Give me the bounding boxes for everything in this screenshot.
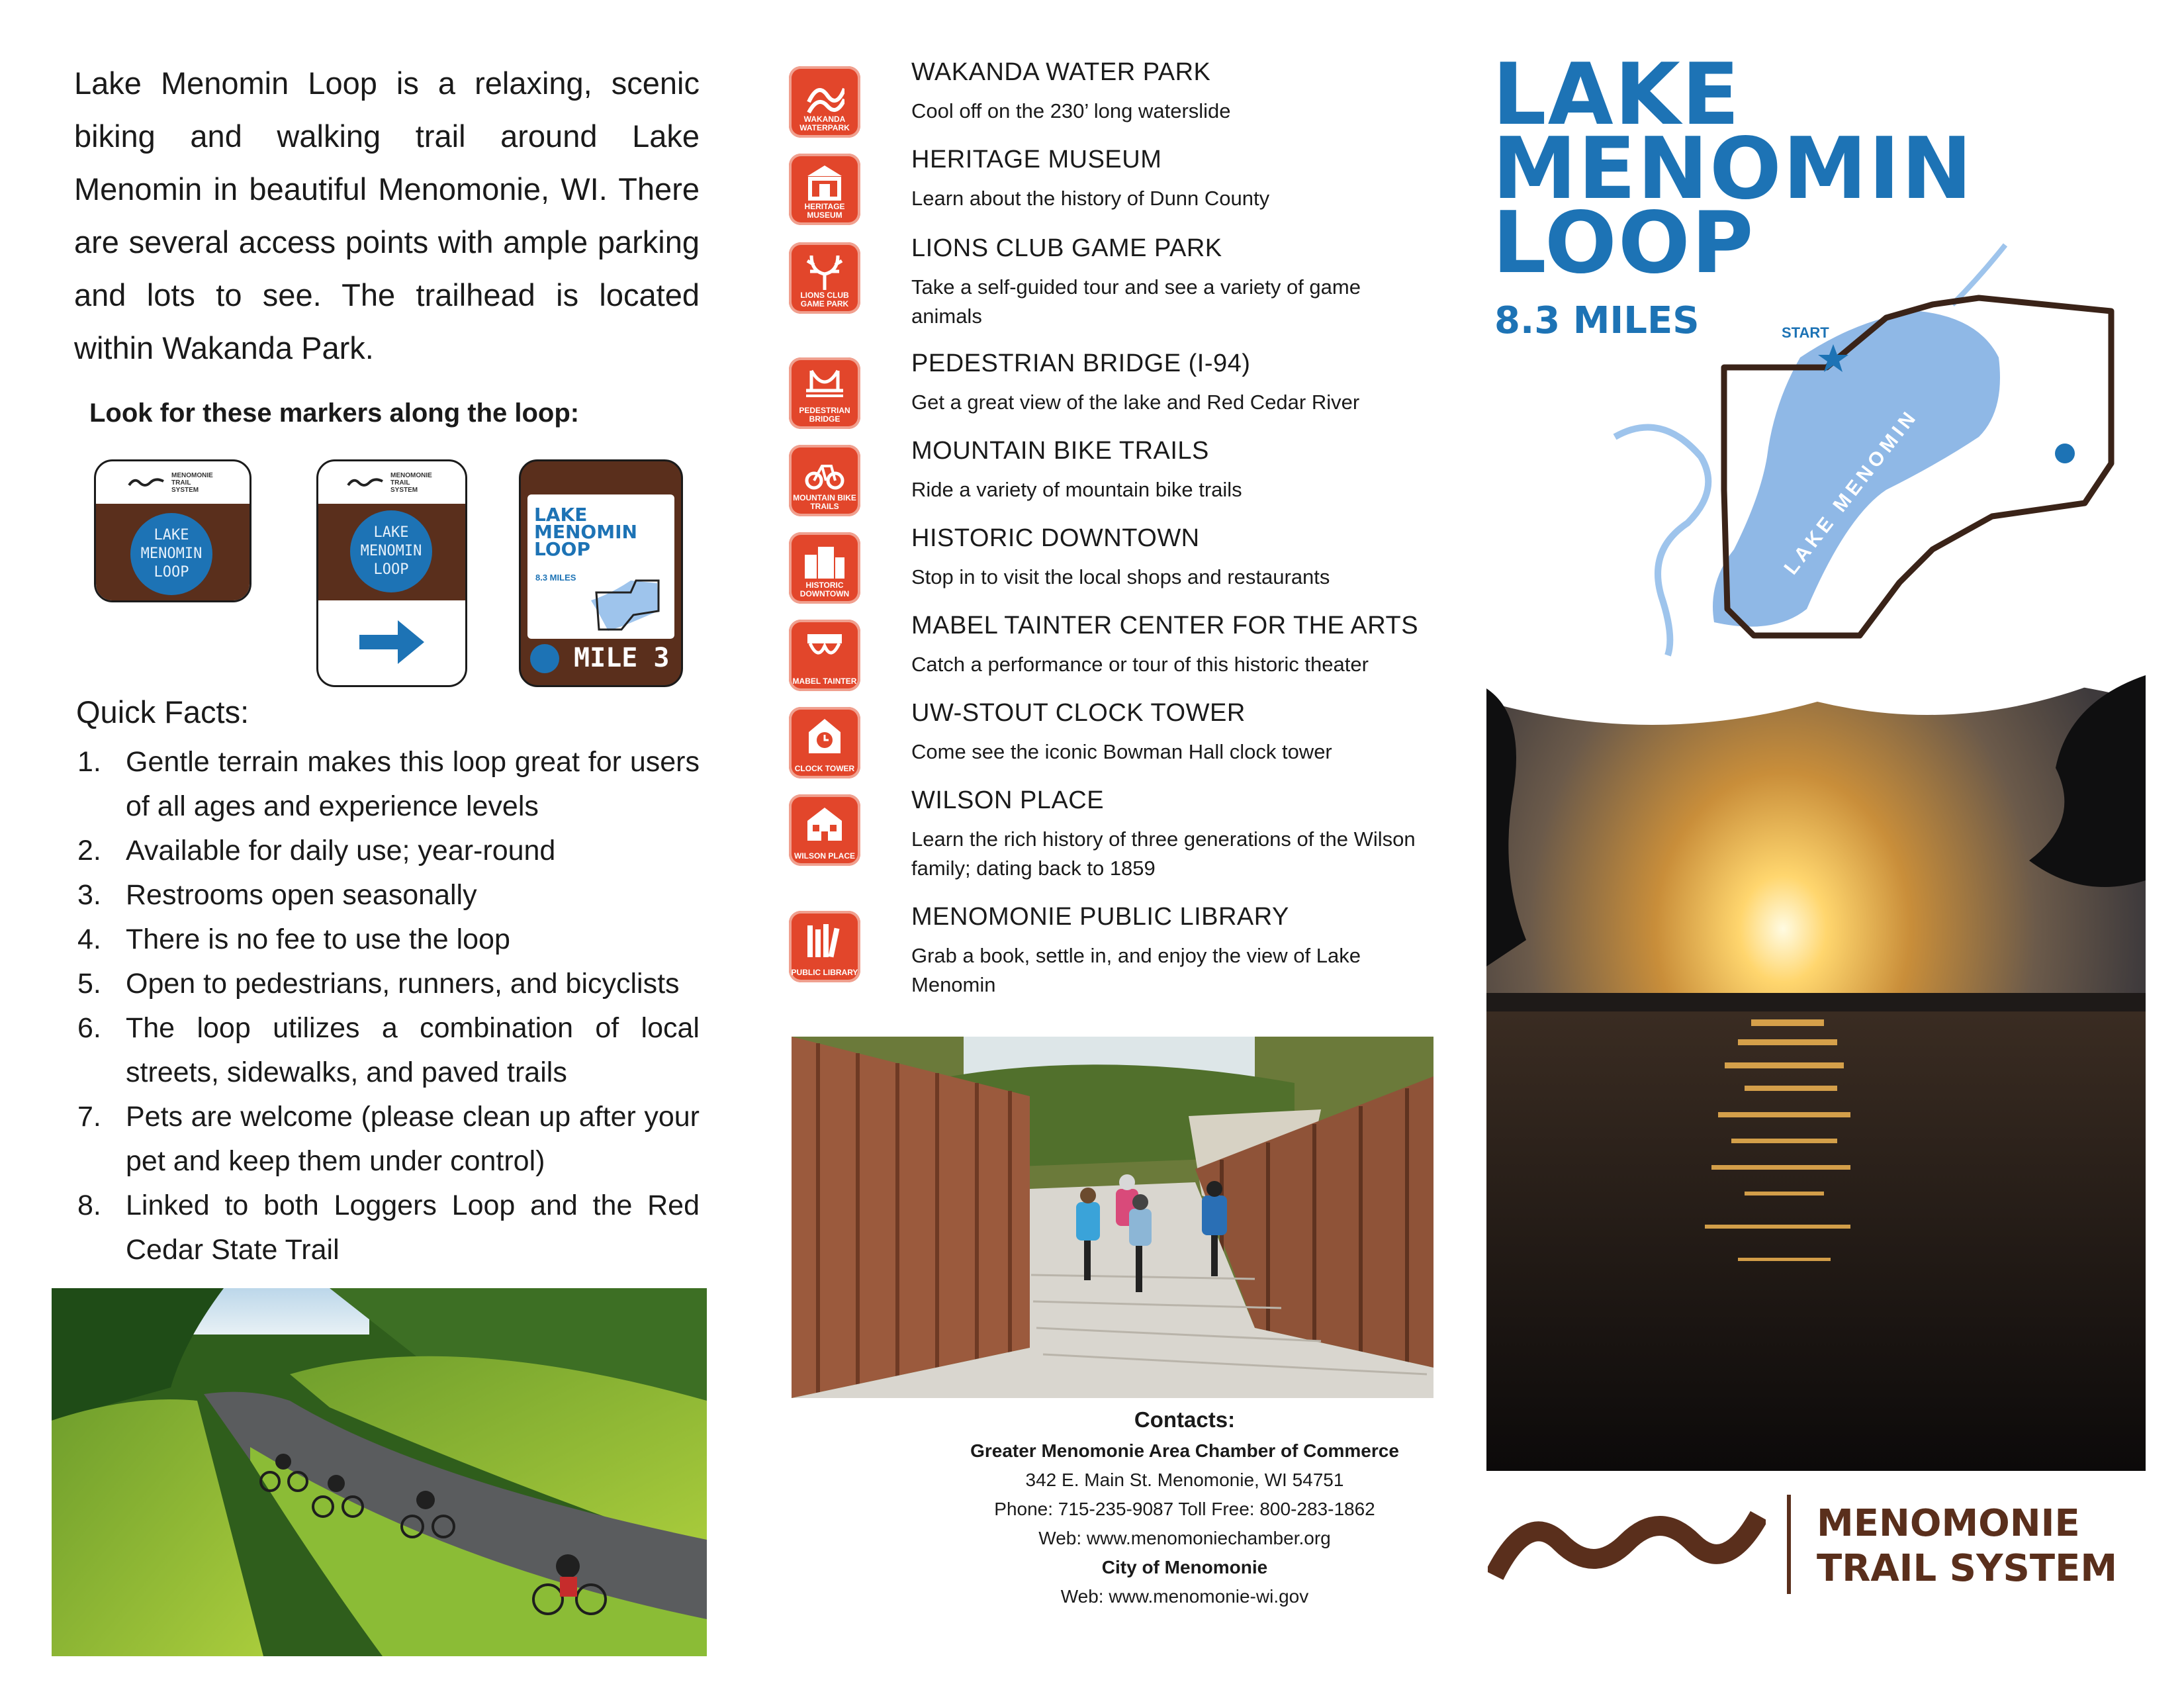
quick-fact-text: Linked to both Loggers Loop and the Red Cedar State Trail bbox=[126, 1190, 700, 1266]
quick-fact-number: 2. bbox=[77, 835, 101, 867]
contacts-block bbox=[814, 1403, 1555, 1611]
poi-title: PEDESTRIAN BRIDGE (I-94) bbox=[911, 350, 1251, 377]
loop-map bbox=[1608, 238, 2124, 662]
poi-icon-caption: PUBLIC LIBRARY bbox=[791, 968, 858, 977]
bridge-icon bbox=[789, 357, 860, 429]
mini-disc-icon bbox=[530, 644, 559, 673]
quick-fact-item bbox=[74, 1095, 700, 1184]
arrow-right-icon bbox=[355, 614, 430, 671]
trail-marker-mile bbox=[519, 459, 683, 687]
poi-icon-caption: HISTORIC DOWNTOWN bbox=[799, 581, 850, 598]
contacts-address: 342 E. Main St. Menomonie, WI 54751 bbox=[1025, 1470, 1344, 1490]
cover-title-line2: MENOMIN bbox=[1492, 120, 1974, 218]
cyclists-trail-photo bbox=[52, 1288, 707, 1656]
poi-icon-caption: MOUNTAIN BIKE TRAILS bbox=[793, 493, 856, 511]
cover-miles: 8.3 MILES bbox=[1494, 299, 1700, 342]
loop-disc: LAKE MENOMIN LOOP bbox=[130, 513, 212, 595]
cover-title-line3: LOOP bbox=[1492, 194, 1755, 293]
quick-fact-item bbox=[74, 962, 700, 1006]
quick-fact-text: There is no fee to use the loop bbox=[126, 923, 510, 955]
intro-paragraph: Lake Menomin Loop is a relaxing, scenic biking and walking trail around Lake Menomin in beautiful Menomonie, WI. There are several access points with ample parking and lots to see. The trailhead is located within Wakanda Park. bbox=[74, 66, 700, 365]
storefront-icon bbox=[789, 532, 860, 604]
poi-description: Stop in to visit the local shops and restaurants bbox=[911, 565, 1330, 588]
poi-description: Catch a performance or tour of this historic theater bbox=[911, 653, 1369, 676]
poi-description: Cool off on the 230’ long waterslide bbox=[911, 99, 1231, 122]
poi-icon-caption: LIONS CLUB GAME PARK bbox=[800, 291, 849, 308]
brand-name bbox=[1817, 1501, 2117, 1591]
quick-fact-item bbox=[74, 1184, 700, 1272]
quick-fact-text: Gentle terrain makes this loop great for users of all ages and experience levels bbox=[126, 746, 700, 822]
map-lake-label: LAKE MENOMIN bbox=[1780, 405, 1923, 579]
mini-map-icon bbox=[584, 574, 669, 635]
contacts-phone: Phone: 715-235-9087 Toll Free: 800-283-1862 bbox=[994, 1499, 1375, 1519]
contacts-org: Greater Menomonie Area Chamber of Commerce bbox=[970, 1440, 1399, 1461]
quick-fact-item bbox=[74, 1006, 700, 1095]
poi-title: UW-STOUT CLOCK TOWER bbox=[911, 699, 1246, 727]
poi-icon-caption: WAKANDA WATERPARK bbox=[799, 115, 850, 132]
sign3-miles: 8.3 MILES bbox=[535, 573, 576, 583]
contacts-city: City of Menomonie bbox=[1101, 1557, 1268, 1577]
poi-icon-caption: MABEL TAINTER bbox=[792, 677, 857, 686]
poi-title: LIONS CLUB GAME PARK bbox=[911, 234, 1222, 262]
poi-description: Learn about the history of Dunn County bbox=[911, 187, 1270, 210]
waterslide-icon bbox=[789, 66, 860, 138]
quick-fact-number: 1. bbox=[77, 746, 101, 778]
brand-divider bbox=[1787, 1495, 1791, 1594]
quick-fact-number: 5. bbox=[77, 968, 101, 1000]
quick-fact-item bbox=[74, 873, 700, 917]
trail-system-wave-logo bbox=[1488, 1503, 1766, 1589]
quick-fact-text: Available for daily use; year-round bbox=[126, 835, 556, 867]
trail-marker-round bbox=[94, 459, 251, 602]
antlers-icon bbox=[789, 242, 860, 314]
sign3-title: LAKE MENOMIN LOOP bbox=[534, 504, 637, 560]
poi-title: MENOMONIE PUBLIC LIBRARY bbox=[911, 903, 1289, 931]
quick-fact-number: 6. bbox=[77, 1012, 101, 1044]
sunset-lake-photo bbox=[1486, 662, 2146, 1471]
bike-icon bbox=[789, 445, 860, 516]
contacts-web-city[interactable]: Web: www.menomonie-wi.gov bbox=[1060, 1586, 1309, 1607]
loop-disc: LAKE MENOMIN LOOP bbox=[350, 510, 432, 592]
quick-fact-text: Pets are welcome (please clean up after your pet and keep them under control) bbox=[126, 1101, 700, 1177]
poi-icon-caption: HERITAGE MUSEUM bbox=[804, 202, 845, 220]
quick-fact-text: Open to pedestrians, runners, and bicyclists bbox=[126, 968, 680, 1000]
brand-line1: MENOMONIE bbox=[1817, 1502, 2080, 1545]
poi-title: WILSON PLACE bbox=[911, 786, 1105, 814]
access-point-icon bbox=[2055, 444, 2075, 463]
museum-icon bbox=[789, 154, 860, 225]
quick-fact-number: 8. bbox=[77, 1190, 101, 1221]
library-icon bbox=[789, 911, 860, 982]
markers-heading: Look for these markers along the loop: bbox=[89, 399, 580, 428]
marker-system-label: MENOMONIE TRAIL SYSTEM bbox=[390, 471, 432, 494]
map-start-label: START bbox=[1782, 324, 1829, 341]
poi-description: Ride a variety of mountain bike trails bbox=[911, 478, 1242, 501]
quick-fact-number: 4. bbox=[77, 923, 101, 955]
cover-title-line1: LAKE bbox=[1492, 46, 1741, 144]
poi-description: Take a self-guided tour and see a variety of game animals bbox=[911, 275, 1361, 328]
brand-line2: TRAIL SYSTEM bbox=[1817, 1547, 2118, 1590]
trail-marker-arrow bbox=[316, 459, 467, 687]
quick-facts-title: Quick Facts: bbox=[76, 694, 250, 729]
quick-fact-item bbox=[74, 917, 700, 962]
marker-header bbox=[96, 461, 250, 504]
quick-fact-text: The loop utilizes a combination of local streets, sidewalks, and paved trails bbox=[126, 1012, 700, 1088]
marker-header bbox=[318, 461, 465, 504]
quick-fact-item bbox=[74, 829, 700, 873]
poi-description: Come see the iconic Bowman Hall clock tower bbox=[911, 740, 1332, 763]
poi-icon-caption: CLOCK TOWER bbox=[794, 764, 855, 773]
poi-title: MABEL TAINTER CENTER FOR THE ARTS bbox=[911, 612, 1419, 639]
contacts-heading: Contacts: bbox=[1134, 1407, 1236, 1432]
quick-facts-list bbox=[74, 740, 700, 1272]
poi-title: MOUNTAIN BIKE TRAILS bbox=[911, 437, 1209, 465]
poi-title: HISTORIC DOWNTOWN bbox=[911, 524, 1200, 552]
poi-icon-caption: WILSON PLACE bbox=[794, 851, 855, 861]
wave-logo-icon bbox=[347, 476, 384, 489]
sign3-mile: MILE 3 bbox=[574, 643, 670, 673]
poi-title: WAKANDA WATER PARK bbox=[911, 58, 1211, 86]
quick-fact-number: 3. bbox=[77, 879, 101, 911]
theater-icon bbox=[789, 620, 860, 691]
poi-description: Get a great view of the lake and Red Cedar River bbox=[911, 391, 1360, 414]
quick-fact-number: 7. bbox=[77, 1101, 101, 1133]
clock-tower-icon bbox=[789, 707, 860, 778]
bridge-photo bbox=[792, 1037, 1433, 1398]
quick-fact-text: Restrooms open seasonally bbox=[126, 879, 477, 911]
house-icon bbox=[789, 794, 860, 866]
contacts-web-chamber[interactable]: Web: www.menomoniechamber.org bbox=[1038, 1528, 1331, 1548]
poi-description: Learn the rich history of three generations of the Wilson family; dating back to 1859 bbox=[911, 827, 1416, 880]
poi-description: Grab a book, settle in, and enjoy the view of Lake Menomin bbox=[911, 944, 1361, 996]
poi-icon-caption: PEDESTRIAN BRIDGE bbox=[799, 406, 850, 424]
wave-logo-icon bbox=[128, 476, 165, 489]
marker-system-label: MENOMONIE TRAIL SYSTEM bbox=[171, 471, 213, 494]
quick-fact-item bbox=[74, 740, 700, 829]
poi-title: HERITAGE MUSEUM bbox=[911, 146, 1162, 173]
